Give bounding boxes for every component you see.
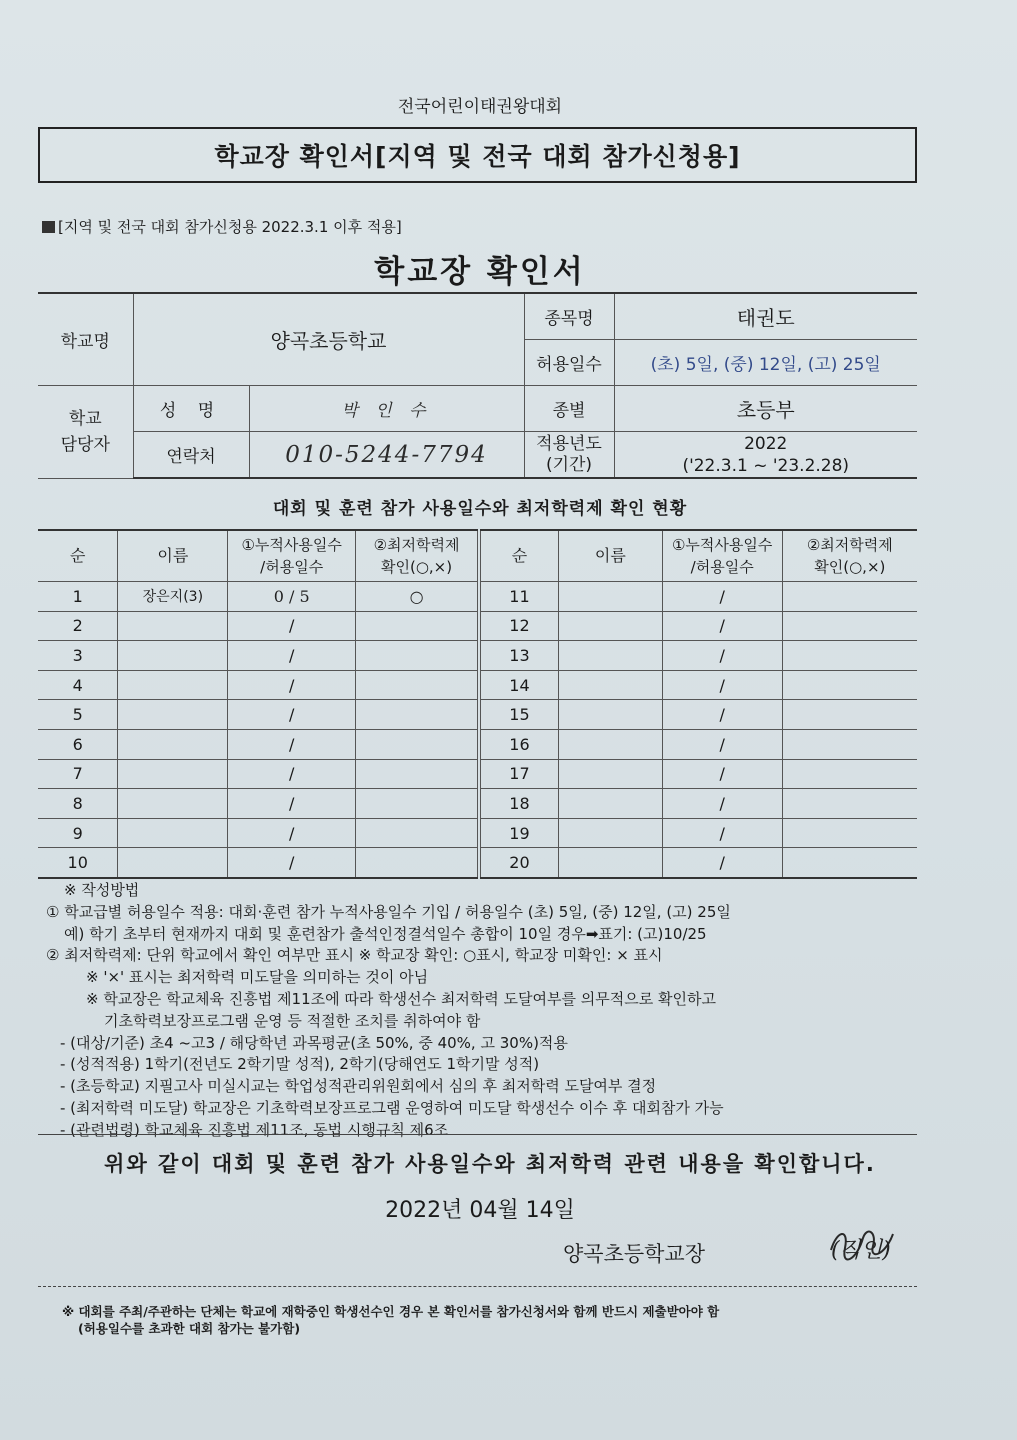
row-number: 6 — [38, 729, 118, 759]
row-check — [782, 848, 917, 878]
school-name-value: 양곡초등학교 — [133, 293, 524, 386]
row-number: 1 — [38, 582, 118, 612]
row-name — [558, 789, 662, 819]
table-row — [38, 611, 478, 641]
row-days: / — [662, 700, 782, 730]
row-number: 16 — [481, 729, 559, 759]
allowed-days-value: (초) 5일, (중) 12일, (고) 25일 — [614, 340, 917, 386]
row-check — [782, 818, 917, 848]
row-name — [558, 641, 662, 671]
row-name — [118, 641, 228, 671]
row-days: / — [228, 611, 356, 641]
row-check — [356, 611, 478, 641]
table-row — [481, 848, 918, 878]
row-days: / — [662, 818, 782, 848]
row-number: 11 — [481, 582, 559, 612]
year-cell — [614, 432, 917, 479]
row-check — [782, 789, 917, 819]
row-check — [356, 759, 478, 789]
info-table — [38, 292, 917, 479]
section-title: 대회 및 훈련 참가 사용일수와 최저학력제 확인 현황 — [272, 499, 688, 519]
category-value: 초등부 — [614, 386, 917, 432]
row-check — [782, 582, 917, 612]
instructions-heading: ※ 작성방법 — [64, 881, 140, 899]
table-row — [481, 611, 918, 641]
table-row — [481, 582, 918, 612]
row-check — [782, 670, 917, 700]
row-number: 13 — [481, 641, 559, 671]
instruction-line: ※ 학교장은 학교체육 진흥법 제11조에 따라 학생선수 최저학력 도달여부를 의무적으로 확인하고 — [86, 989, 716, 1008]
row-name: 장은지(3) — [118, 582, 228, 612]
row-name — [558, 848, 662, 878]
table-row — [38, 818, 478, 848]
principal-name: 양곡초등학교장 — [563, 1242, 706, 1266]
contact-value: 010-5244-7794 — [249, 432, 524, 479]
row-check — [356, 670, 478, 700]
category-label: 종별 — [524, 386, 614, 432]
table-row — [481, 641, 918, 671]
name-value: 박 인 수 — [249, 386, 524, 432]
row-check — [356, 729, 478, 759]
table-row — [481, 759, 918, 789]
issue-date: 2022년 04월 14일 — [385, 1198, 575, 1223]
row-number: 7 — [38, 759, 118, 789]
footnote — [62, 1303, 922, 1337]
instruction-line: - (성적적용) 1학기(전년도 2학기말 성적), 2학기(당해연도 1학기말 성적) — [60, 1055, 540, 1074]
row-name — [118, 729, 228, 759]
row-days: / — [228, 818, 356, 848]
row-check — [782, 729, 917, 759]
row-days: / — [228, 789, 356, 819]
row-days: / — [662, 611, 782, 641]
row-name — [558, 759, 662, 789]
table-row — [481, 729, 918, 759]
row-days: / — [662, 670, 782, 700]
event-value: 태권도 — [614, 293, 917, 340]
row-days: / — [662, 848, 782, 878]
square-bullet-icon — [42, 221, 55, 233]
row-days: / — [228, 729, 356, 759]
row-days: / — [228, 700, 356, 730]
instruction-line: ② 최저학력제: 단위 학교에서 확인 여부만 표시 ※ 학교장 확인: ○표시, 학교장 미확인: × 표시 — [46, 946, 663, 965]
table-row — [481, 789, 918, 819]
row-number: 9 — [38, 818, 118, 848]
document-title: 학교장 확인서 — [374, 254, 586, 290]
row-days: / — [662, 582, 782, 612]
row-number: 15 — [481, 700, 559, 730]
row-check — [356, 789, 478, 819]
row-days: / — [228, 670, 356, 700]
row-name — [558, 611, 662, 641]
row-check — [356, 641, 478, 671]
row-name — [118, 611, 228, 641]
school-name-label: 학교명 — [38, 293, 133, 386]
instruction-line: ① 학교급별 허용일수 적용: 대회·훈련 참가 누적사용일수 기입 / 허용일수 (초) 5일, (중) 12일, (고) 25일 — [46, 902, 731, 921]
row-name — [558, 818, 662, 848]
row-name — [118, 700, 228, 730]
row-number: 18 — [481, 789, 559, 819]
table-row — [481, 818, 918, 848]
row-name — [558, 700, 662, 730]
title-box-text: 학교장 확인서[지역 및 전국 대회 참가신청용] — [214, 142, 741, 171]
instruction-line: - (관련법령) 학교체육 진흥법 제11조, 동법 시행규칙 제6조 — [60, 1120, 449, 1139]
row-number: 17 — [481, 759, 559, 789]
table-row — [38, 789, 478, 819]
writing-instructions — [46, 880, 946, 1142]
official-seal — [823, 1220, 907, 1268]
event-label: 종목명 — [524, 293, 614, 340]
row-check — [356, 818, 478, 848]
row-check — [782, 641, 917, 671]
table-row — [481, 700, 918, 730]
applicability-note — [42, 216, 402, 237]
allowed-days-label: 허용일수 — [524, 340, 614, 386]
table-row — [38, 670, 478, 700]
row-number: 12 — [481, 611, 559, 641]
row-days: / — [662, 789, 782, 819]
row-days: / — [662, 641, 782, 671]
year-label: 적용년도 (기간) — [524, 432, 614, 479]
period-value: ('22.3.1 ~ '23.2.28) — [682, 455, 850, 476]
records-table-right — [480, 529, 917, 879]
table-row — [38, 641, 478, 671]
title-box — [38, 127, 917, 183]
col-no-header: 순 — [38, 530, 118, 582]
col-name-header: 이름 — [558, 530, 662, 582]
row-name — [558, 582, 662, 612]
table-row — [38, 582, 478, 612]
row-days: / — [662, 729, 782, 759]
row-check — [356, 700, 478, 730]
divider — [38, 1286, 917, 1287]
row-name — [118, 759, 228, 789]
row-check — [782, 700, 917, 730]
seal-text: (직인) — [831, 1238, 891, 1263]
row-days: / — [228, 848, 356, 878]
row-days: / — [228, 641, 356, 671]
manager-label: 학교 담당자 — [38, 386, 133, 479]
footnote-line: (허용일수를 초과한 대회 참가는 불가함) — [78, 1321, 301, 1336]
row-number: 8 — [38, 789, 118, 819]
col-name-header: 이름 — [118, 530, 228, 582]
contact-label: 연락처 — [133, 432, 249, 479]
row-name — [118, 818, 228, 848]
instruction-line: - (최저학력 미도달) 학교장은 기초학력보장프로그램 운영하여 미도달 학생선수 이수 후 대회참가 가능 — [60, 1098, 724, 1117]
col-check-header: ②최저학력제 확인(○,×) — [782, 530, 917, 582]
row-check: ○ — [356, 582, 478, 612]
row-number: 20 — [481, 848, 559, 878]
instruction-line: 기초학력보장프로그램 운영 등 적절한 조치를 취하여야 함 — [104, 1011, 481, 1030]
row-number: 19 — [481, 818, 559, 848]
row-number: 2 — [38, 611, 118, 641]
row-name — [118, 789, 228, 819]
row-name — [558, 729, 662, 759]
row-check — [782, 611, 917, 641]
col-no-header: 순 — [481, 530, 559, 582]
instruction-line: - (대상/기준) 초4 ~고3 / 해당학년 과목평균(초 50%, 중 40%, 고 30%)적용 — [60, 1033, 568, 1052]
row-number: 5 — [38, 700, 118, 730]
table-row — [38, 700, 478, 730]
row-number: 3 — [38, 641, 118, 671]
table-row — [38, 729, 478, 759]
row-number: 4 — [38, 670, 118, 700]
instruction-line: 예) 학기 초부터 현재까지 대회 및 훈련참가 출석인정결석일수 총합이 10일 경우➡표기: (고)10/25 — [64, 924, 707, 943]
records-table-left — [38, 529, 478, 879]
confirmation-statement: 위와 같이 대회 및 훈련 참가 사용일수와 최저학력 관련 내용을 확인합니다. — [104, 1152, 876, 1176]
row-name — [118, 848, 228, 878]
row-number: 14 — [481, 670, 559, 700]
instruction-line: - (초등학교) 지필고사 미실시교는 학업성적관리위원회에서 심의 후 최저학력 도달여부 결정 — [60, 1077, 657, 1096]
instruction-line: ※ '×' 표시는 최저학력 미도달을 의미하는 것이 아님 — [86, 968, 429, 987]
col-days-header: ①누적사용일수 /허용일수 — [662, 530, 782, 582]
row-name — [558, 670, 662, 700]
row-days: 0 / 5 — [228, 582, 356, 612]
row-number: 10 — [38, 848, 118, 878]
row-days: / — [228, 759, 356, 789]
row-check — [782, 759, 917, 789]
divider — [38, 1134, 917, 1135]
row-days: / — [662, 759, 782, 789]
applicability-note-text: [지역 및 전국 대회 참가신청용 2022.3.1 이후 적용] — [58, 218, 402, 236]
table-row — [481, 670, 918, 700]
row-check — [356, 848, 478, 878]
name-label: 성 명 — [133, 386, 249, 432]
footnote-line: ※ 대회를 주최/주관하는 단체는 학교에 재학중인 학생선수인 경우 본 확인서를 참가신청서와 함께 반드시 제출받아야 함 — [62, 1304, 720, 1319]
year-value: 2022 — [744, 433, 788, 454]
row-name — [118, 670, 228, 700]
col-days-header: ①누적사용일수 /허용일수 — [228, 530, 356, 582]
organizer-name: 전국어린이태권왕대회 — [397, 97, 563, 117]
table-row — [38, 848, 478, 878]
table-row — [38, 759, 478, 789]
col-check-header: ②최저학력제 확인(○,×) — [356, 530, 478, 582]
